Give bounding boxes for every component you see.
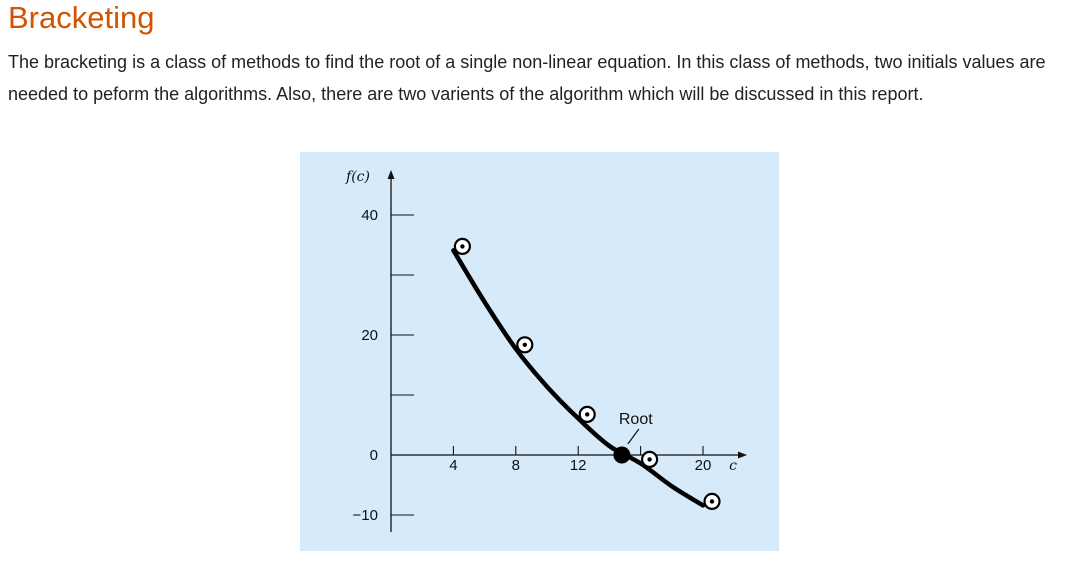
y-tick-label: 0 — [369, 447, 378, 464]
root-leader-line — [628, 429, 639, 444]
chart-figure — [300, 152, 779, 551]
y-axis-title: f(c) — [346, 169, 370, 185]
x-tick-label: 8 — [511, 457, 520, 474]
data-point-dot — [647, 457, 651, 461]
root-point — [613, 447, 630, 464]
chart-annotation-layer — [619, 411, 653, 444]
data-point-dot — [460, 244, 464, 248]
x-axis-title: c — [729, 458, 737, 474]
data-point-dot — [523, 343, 527, 347]
chart-ticks — [345, 169, 737, 524]
data-point-dot — [710, 499, 714, 503]
x-tick-label: 20 — [694, 457, 712, 474]
x-axis-arrow — [738, 452, 747, 459]
chart-axes — [388, 170, 748, 532]
y-tick-label: 40 — [361, 207, 378, 224]
y-tick-label: −10 — [352, 507, 378, 524]
x-tick-label: 12 — [569, 457, 587, 474]
y-tick-label: 20 — [361, 327, 378, 344]
data-point-3 — [580, 407, 595, 422]
data-point-2 — [517, 337, 532, 352]
data-point-dot — [585, 412, 589, 416]
chart-points-layer — [455, 239, 720, 509]
page-heading: Bracketing — [8, 0, 155, 35]
data-point-5 — [705, 494, 720, 509]
data-point-4 — [642, 452, 657, 467]
intro-paragraph: The bracketing is a class of methods to find the root of a single non-linear equation. In this class of methods, two initials values are needed to peform the algorithms. Also, there are two varients of the algorithm which will be discussed in this report. — [8, 52, 1046, 104]
data-point-1 — [455, 239, 470, 254]
chart-svg — [300, 152, 779, 551]
root-annotation: Root — [618, 411, 653, 428]
y-axis-arrow — [388, 170, 395, 179]
x-tick-label: 4 — [449, 457, 458, 474]
